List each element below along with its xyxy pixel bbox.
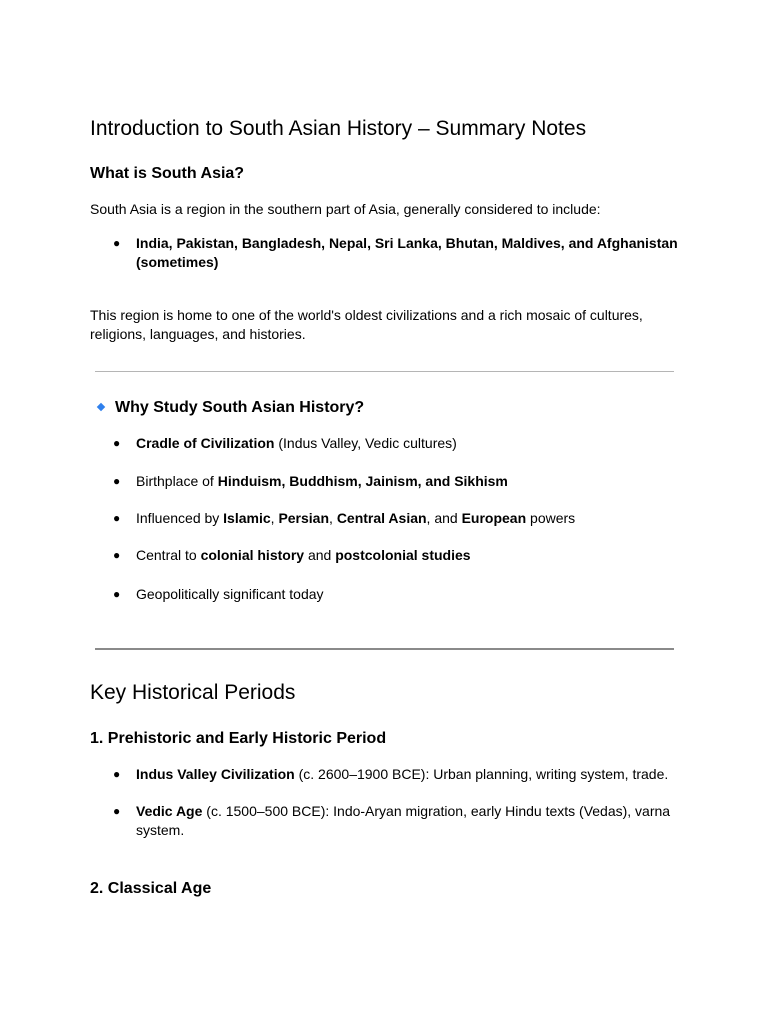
bullet-icon: ● [113,587,121,601]
bullet-icon: ● [113,511,121,525]
bullet-icon: ● [113,804,121,818]
period-heading-2: 2. Classical Age [90,880,212,897]
countries-line-2: (sometimes) [136,254,219,270]
diamond-bullet-icon [97,403,105,411]
bullet-icon: ● [113,436,121,450]
doc-title: Introduction to South Asian History – Summary Notes [90,117,587,140]
section-heading-key: Key Historical Periods [90,681,296,704]
period-heading-1: 1. Prehistoric and Early Historic Period [90,730,387,747]
bullet-icon: ● [113,767,121,781]
what-paragraph [90,306,690,344]
para-line-2: religions, languages, and histories. [90,326,306,342]
section-heading-why: Why Study South Asian History? [115,399,365,416]
bullet-icon: ● [113,236,121,250]
divider [95,648,674,650]
countries-line-1: India, Pakistan, Bangladesh, Nepal, Sri Lanka, Bhutan, Maldives, and Afghanistan [136,235,678,251]
para-line-1: This region is home to one of the world's oldest civilizations and a rich mosaic of cultures, [90,307,643,323]
what-intro: South Asia is a region in the southern part of Asia, generally considered to include: [90,201,601,217]
divider [95,371,674,372]
section-heading-what: What is South Asia? [90,165,245,182]
bullet-icon: ● [113,548,121,562]
bullet-icon: ● [113,474,121,488]
document-page: Introduction to South Asian History – Summary Notes What is South Asia? South Asia is a region in the southern part of Asia, generally considered to include: ● India, Pakistan, Bangladesh, Nepal, Sri Lanka, Bhutan, Maldives, and Afghanistan (sometimes) This region is home to one of the world's oldest civilizations and a rich mosaic of cultures, religions, languages, and histories. Why Study South Asian History? ● Cradle of Civilization (Indus Valley, Vedic cultures) ● Birthplace of Hinduism, Buddhism, Jainism, and Sikhism ● Influenced by Islamic, Persian, Central Asian, and European powers ● Central to colonial history and postcolonial studies ● Geopolitically significant today Key Historical Periods 1. Prehistoric and Early Historic Period ● Indus Valley Civilization (c. 2600–1900 BCE): Urban planning, writing system, trade. ● Vedic Age (c. 1500–500 BCE): Indo-Aryan migration, early Hindu texts (Vedas), varna system. 2. Classical Age [0,0,768,1024]
